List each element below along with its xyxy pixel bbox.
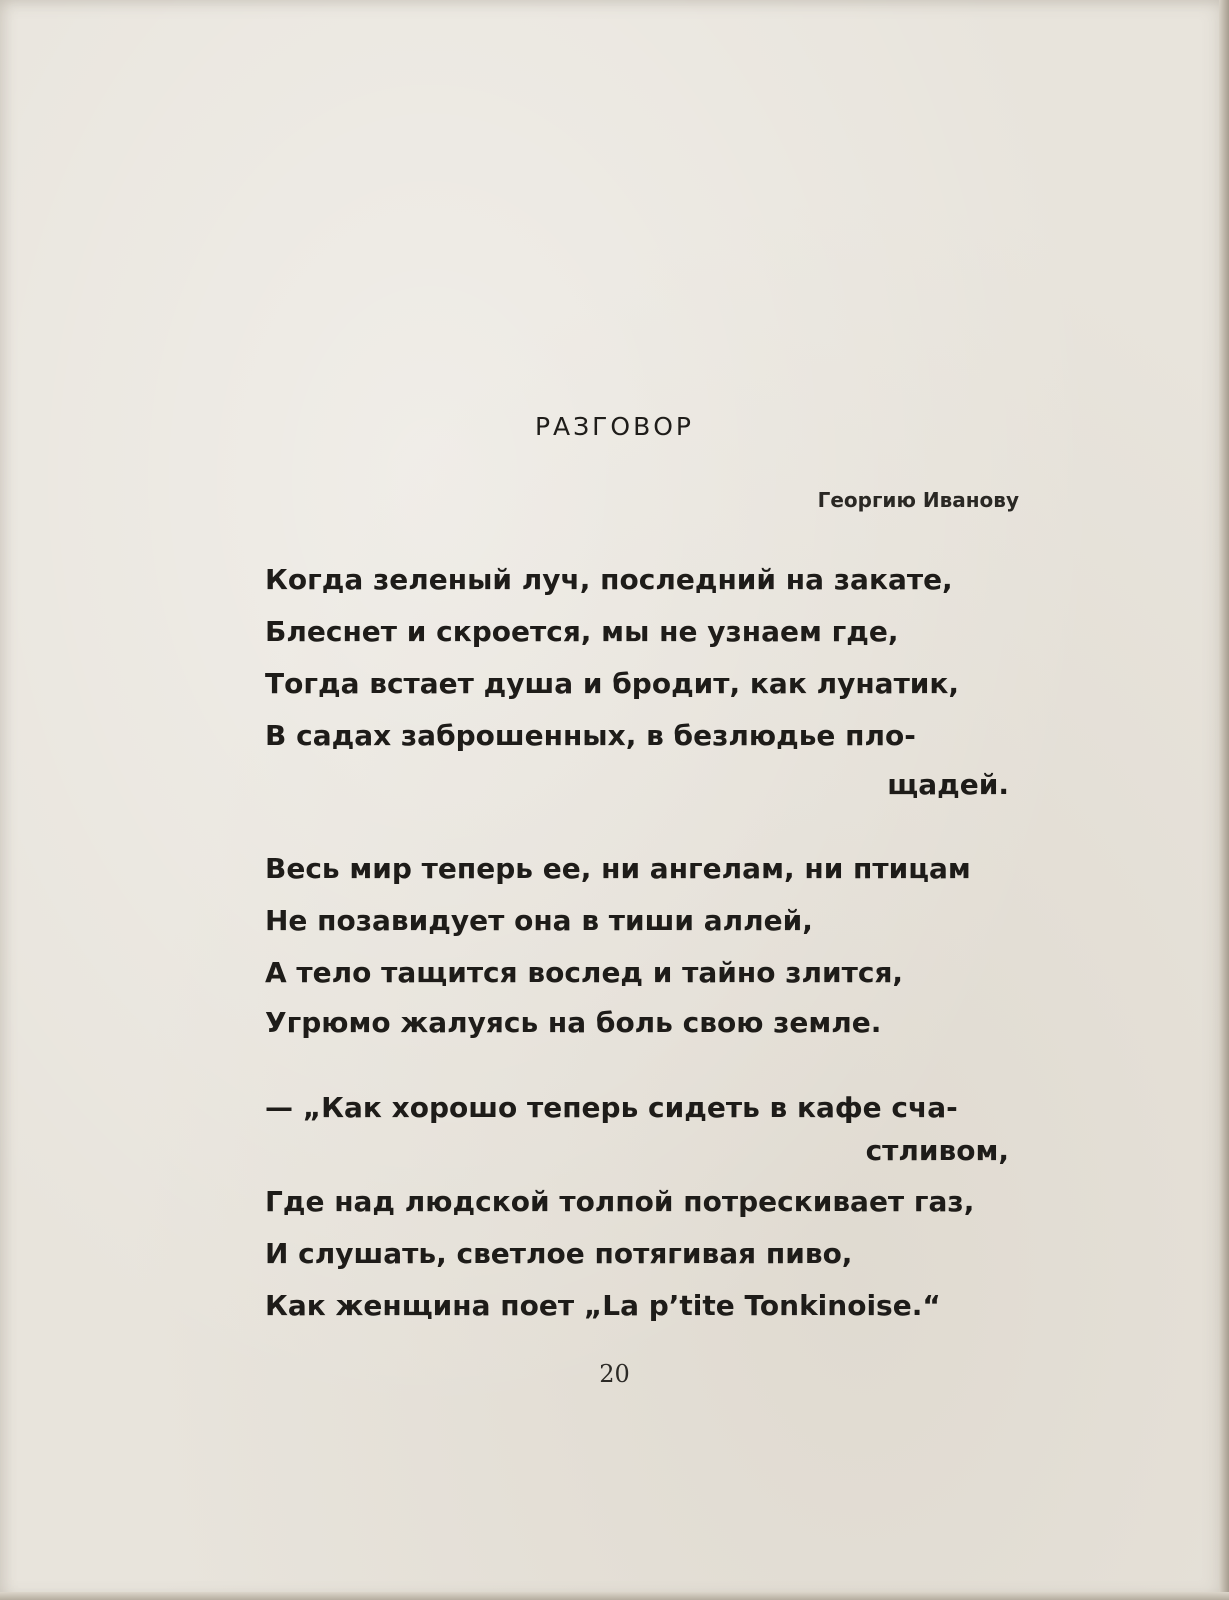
stanza-1-line-2: Блеснет и скроется, мы не узнаем где, bbox=[265, 615, 899, 648]
stanza-1-line-5: щадей. bbox=[887, 768, 1009, 801]
stanza-2-line-4: Угрюмо жалуясь на боль свою земле. bbox=[265, 1006, 882, 1039]
poem-dedication: Георгию Иванову bbox=[817, 488, 1019, 512]
stanza-2-line-3: А тело тащится вослед и тайно злится, bbox=[265, 956, 904, 989]
stanza-1-line-4: В садах заброшенных, в безлюдье пло- bbox=[265, 719, 916, 752]
stanza-3-line-1: — „Как хорошо теперь сидеть в кафе сча- bbox=[265, 1091, 958, 1124]
stanza-2-line-2: Не позавидует она в тиши аллей, bbox=[265, 904, 813, 937]
stanza-1-line-3: Тогда встает душа и бродит, как лунатик, bbox=[265, 667, 960, 700]
page-number: 20 bbox=[599, 1360, 630, 1388]
page-edge-bottom bbox=[0, 1592, 1229, 1600]
stanza-2-line-1: Весь мир теперь ее, ни ангелам, ни птицам bbox=[265, 852, 971, 885]
stanza-3-line-3: Где над людской толпой потрескивает газ, bbox=[265, 1185, 975, 1218]
stanza-3-line-2: стливом, bbox=[865, 1134, 1009, 1167]
stanza-3-line-5: Как женщина поет „La p’tite Tonkinoise.“ bbox=[265, 1289, 941, 1322]
stanza-1-line-1: Когда зеленый луч, последний на закате, bbox=[265, 563, 953, 596]
stanza-3-line-4: И слушать, светлое потягивая пиво, bbox=[265, 1237, 853, 1270]
poem-title: РАЗГОВОР bbox=[534, 412, 695, 441]
